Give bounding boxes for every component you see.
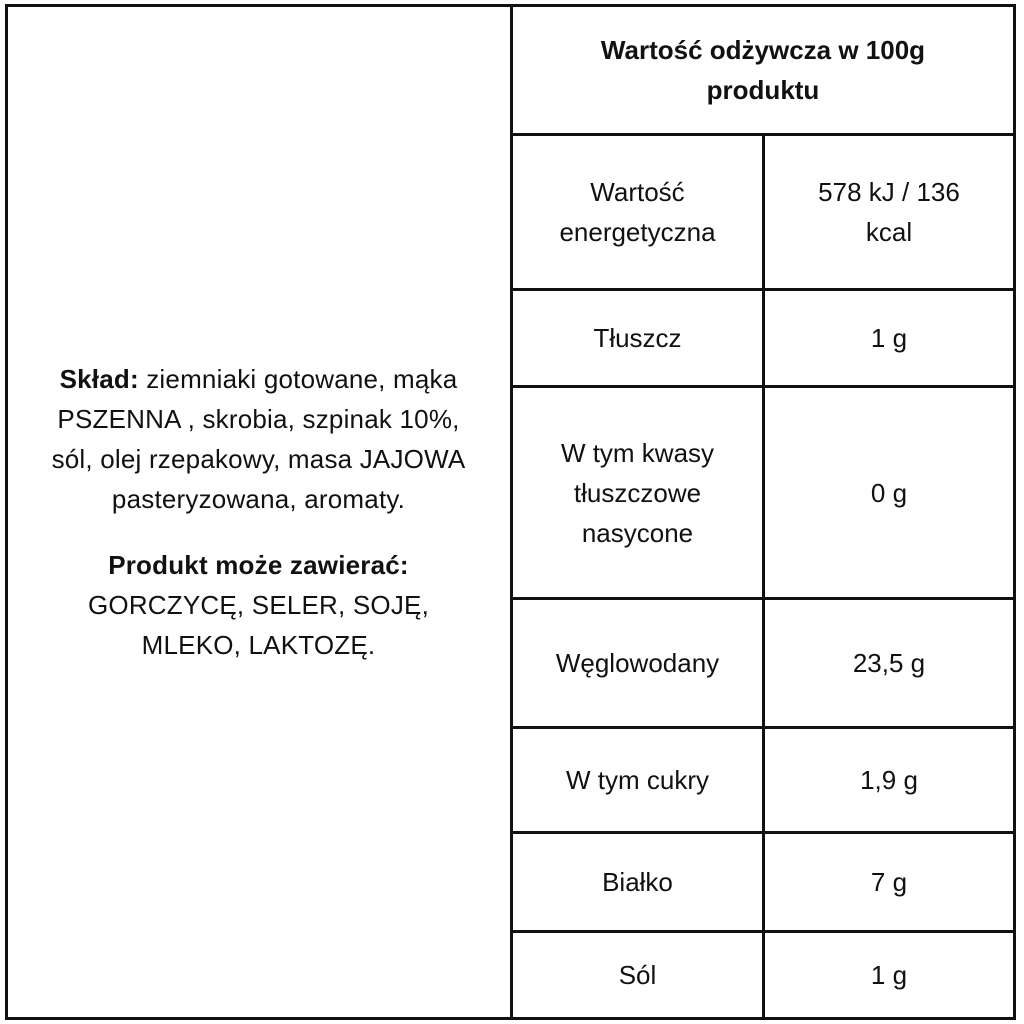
nutrient-name-protein: Białko [602,867,673,897]
nutrient-value-energy: 578 kJ / 136 kcal [818,177,960,247]
may-contain-text: GORCZYCĘ, SELER, SOJĘ, MLEKO, LAKTOZĘ. [87,590,430,660]
composition-paragraph [49,359,469,519]
nutrition-header: Wartość odżywcza w 100g produktu [600,35,926,105]
ingredients-panel [5,4,512,1020]
composition-text: ziemniaki gotowane, mąka PSZENNA , skrobia, szpinak 10%, sól, olej rzepakowy, masa JAJOWA pasteryzowana, aromaty. [51,364,466,514]
nutrient-value-saturated-fat: 0 g [870,477,908,508]
nutrient-value-sugars: 1,9 g [860,765,918,795]
nutrient-name-carbohydrates: Węglowodany [555,648,720,678]
nutrient-name-saturated-fat: W tym kwasy tłuszczowe nasycone [560,437,715,548]
nutrient-value-salt: 1 g [870,960,908,990]
nutrient-name-salt: Sól [618,960,657,990]
nutrient-name-sugars: W tym cukry [566,765,709,795]
allergen-paragraph [49,545,469,665]
composition-label: Skład: [59,364,139,394]
nutrient-value-carbohydrates: 23,5 g [852,648,926,678]
nutrient-value-fat: 1 g [870,323,908,353]
nutrient-name-fat: Tłuszcz [593,323,682,353]
may-contain-label: Produkt może zawierać: [108,550,409,580]
nutrient-name-energy: Wartość energetyczna [559,177,716,247]
ingredients-text [49,359,469,665]
nutrient-value-protein: 7 g [870,867,908,897]
